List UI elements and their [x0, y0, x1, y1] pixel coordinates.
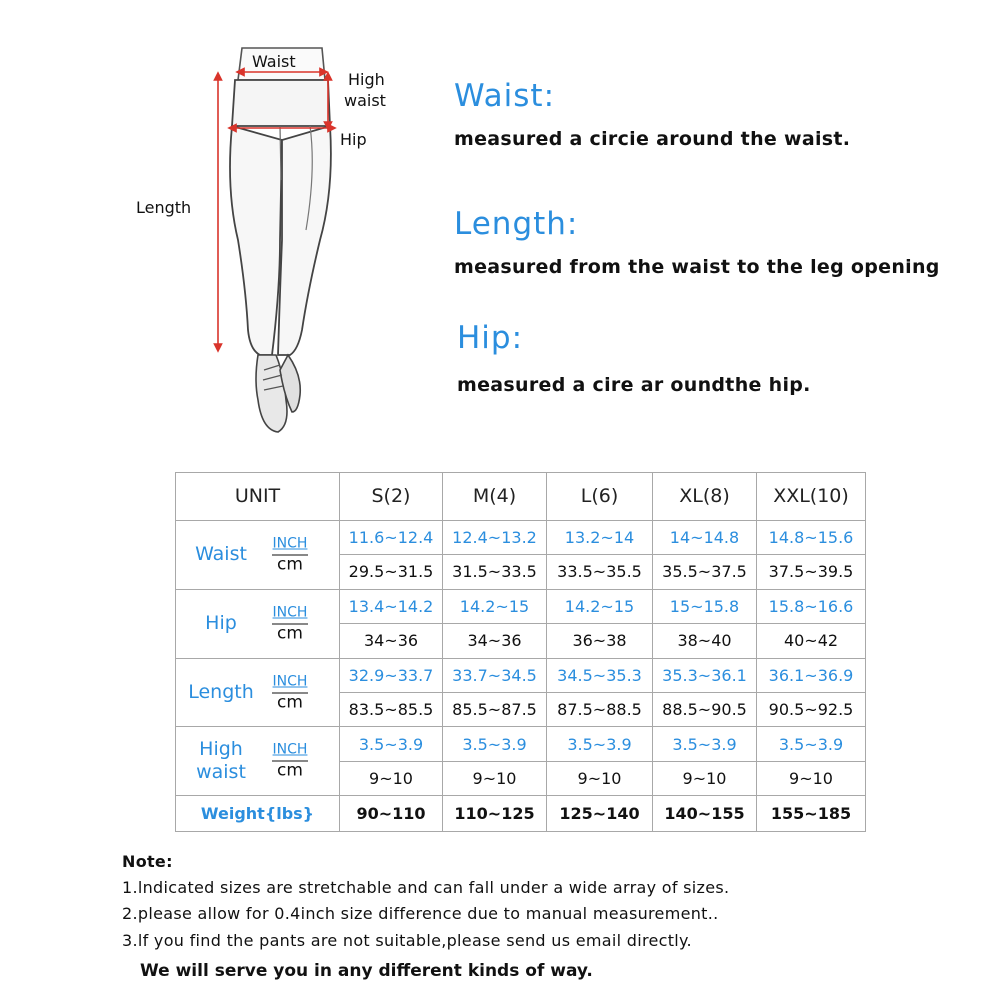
figure-label-high-waist-1: High	[348, 70, 385, 89]
notes-title: Note:	[122, 852, 173, 871]
table-cell: 29.5~31.5	[340, 555, 443, 589]
row-label-hip	[176, 589, 340, 658]
table-row	[176, 589, 866, 623]
table-cell: 38~40	[653, 624, 757, 658]
table-cell: 37.5~39.5	[757, 555, 866, 589]
row-label-waist	[176, 520, 340, 589]
definition-text-length: measured from the waist to the leg opening	[454, 256, 940, 278]
size-header: XXL(10)	[757, 473, 866, 521]
unit-cm: cm	[272, 554, 308, 574]
figure-label-waist: Waist	[252, 52, 296, 71]
unit-inch: INCH	[272, 535, 308, 552]
definition-text-hip: measured a cire ar oundthe hip.	[457, 374, 811, 396]
table-cell: 36.1~36.9	[757, 658, 866, 692]
definition-text-waist: measured a circie around the waist.	[454, 128, 851, 150]
unit-indicator	[266, 604, 314, 643]
size-header: L(6)	[547, 473, 653, 521]
table-cell: 85.5~87.5	[443, 693, 547, 727]
row-label-high-waist	[176, 727, 340, 796]
table-cell: 13.4~14.2	[340, 589, 443, 623]
unit-inch: INCH	[272, 741, 308, 758]
table-cell: 87.5~88.5	[547, 693, 653, 727]
row-name: Length	[188, 681, 254, 703]
table-cell: 155~185	[757, 796, 866, 832]
table-cell: 83.5~85.5	[340, 693, 443, 727]
table-cell: 14~14.8	[653, 520, 757, 554]
table-cell: 12.4~13.2	[443, 520, 547, 554]
table-cell: 35.3~36.1	[653, 658, 757, 692]
size-chart-table	[175, 472, 866, 832]
table-cell: 40~42	[757, 624, 866, 658]
table-cell: 3.5~3.9	[547, 727, 653, 761]
row-name: Hip	[205, 612, 237, 635]
table-row	[176, 658, 866, 692]
note-item-2: 2.please allow for 0.4inch size difference due to manual measurement..	[122, 904, 719, 923]
table-cell: 3.5~3.9	[340, 727, 443, 761]
table-cell: 14.2~15	[443, 589, 547, 623]
table-cell: 3.5~3.9	[653, 727, 757, 761]
table-cell: 11.6~12.4	[340, 520, 443, 554]
table-cell: 9~10	[443, 761, 547, 795]
table-cell: 34~36	[340, 624, 443, 658]
weight-row	[176, 796, 866, 832]
table-cell: 32.9~33.7	[340, 658, 443, 692]
table-cell: 34.5~35.3	[547, 658, 653, 692]
note-item-1: 1.lndicated sizes are stretchable and can fall under a wide array of sizes.	[122, 878, 730, 897]
note-item-3: 3.lf you find the pants are not suitable,please send us email directly.	[122, 931, 692, 950]
unit-cm: cm	[272, 692, 308, 712]
row-label-length	[176, 658, 340, 727]
table-cell: 9~10	[340, 761, 443, 795]
unit-inch: INCH	[272, 673, 308, 689]
definition-heading-waist: Waist:	[454, 78, 556, 114]
definition-heading-hip: Hip:	[457, 320, 524, 356]
figure-label-hip: Hip	[340, 130, 367, 149]
size-header: XL(8)	[653, 473, 757, 521]
table-header-row	[176, 473, 866, 521]
unit-header: UNIT	[176, 473, 340, 521]
unit-cm: cm	[272, 761, 308, 781]
unit-indicator	[266, 673, 314, 712]
table-cell: 9~10	[757, 761, 866, 795]
table-cell: 125~140	[547, 796, 653, 832]
figure-label-high-waist-2: waist	[344, 91, 386, 110]
definition-heading-length: Length:	[454, 206, 579, 242]
row-name: High waist	[196, 738, 246, 784]
table-cell: 88.5~90.5	[653, 693, 757, 727]
table-cell: 13.2~14	[547, 520, 653, 554]
table-cell: 33.7~34.5	[443, 658, 547, 692]
table-row	[176, 520, 866, 554]
table-cell: 9~10	[547, 761, 653, 795]
leggings-figure	[130, 40, 420, 440]
table-cell: 110~125	[443, 796, 547, 832]
size-header: S(2)	[340, 473, 443, 521]
table-cell: 140~155	[653, 796, 757, 832]
table-cell: 15~15.8	[653, 589, 757, 623]
table-cell: 3.5~3.9	[443, 727, 547, 761]
row-name: Waist	[195, 543, 247, 566]
table-cell: 36~38	[547, 624, 653, 658]
closing-statement: We will serve you in any different kinds of way.	[140, 961, 593, 981]
table-cell: 90~110	[340, 796, 443, 832]
table-cell: 31.5~33.5	[443, 555, 547, 589]
table-cell: 33.5~35.5	[547, 555, 653, 589]
unit-inch: INCH	[272, 604, 308, 621]
size-header: M(4)	[443, 473, 547, 521]
unit-indicator	[266, 535, 314, 574]
table-cell: 14.2~15	[547, 589, 653, 623]
unit-cm: cm	[272, 623, 308, 643]
table-row	[176, 727, 866, 761]
table-cell: 9~10	[653, 761, 757, 795]
table-cell: 90.5~92.5	[757, 693, 866, 727]
table-cell: 35.5~37.5	[653, 555, 757, 589]
weight-label: Weight{lbs}	[176, 796, 340, 832]
table-cell: 15.8~16.6	[757, 589, 866, 623]
table-cell: 34~36	[443, 624, 547, 658]
table-cell: 3.5~3.9	[757, 727, 866, 761]
figure-label-length: Length	[136, 198, 192, 217]
unit-indicator	[266, 742, 314, 781]
table-cell: 14.8~15.6	[757, 520, 866, 554]
